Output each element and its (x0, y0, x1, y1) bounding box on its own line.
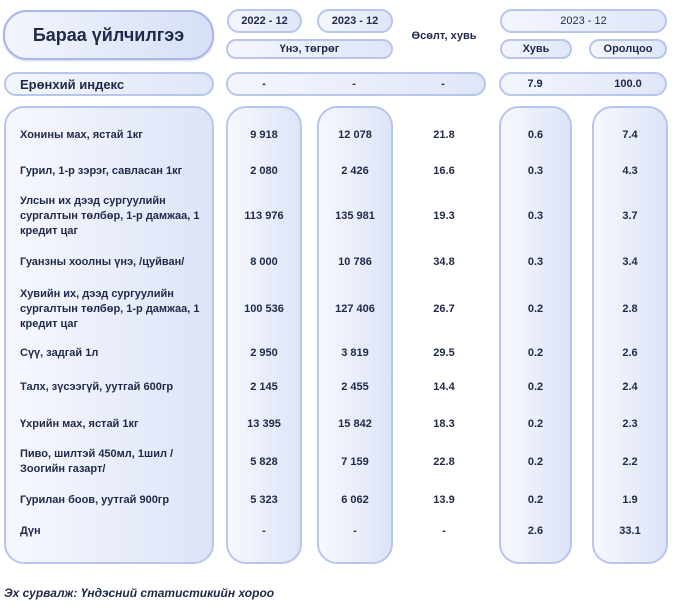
growth: 18.3 (433, 417, 455, 430)
item-name: Хувийн их, дээд сургуулийн сургалтын төлбөр, 1-р дамжаа, 1 кредит цаг (20, 287, 200, 330)
price-2023: 12 078 (338, 128, 372, 141)
contribution: 3.7 (622, 209, 638, 222)
share: 0.3 (527, 164, 544, 177)
share: 0.2 (527, 380, 544, 393)
price-2022: 113 976 (244, 209, 284, 222)
header-share: Хувь (500, 39, 572, 59)
source-note: Эх сурвалж: Үндэсний статистикийн хороо (4, 586, 275, 600)
header-2023-12-share: 2023 - 12 (500, 9, 667, 33)
price-2022: 2 950 (250, 346, 278, 359)
price-2023: 2 455 (341, 380, 369, 393)
growth: - (442, 524, 446, 537)
share: 2.6 (527, 524, 544, 537)
share: 0.3 (527, 209, 544, 222)
item-name: Үхрийн мах, ястай 1кг (20, 417, 139, 430)
general-index-2023: - (352, 77, 356, 90)
item-name: Улсын их дээд сургуулийн сургалтын төлбөр, 1-р дамжаа, 1 кредит цаг (20, 194, 200, 237)
price-2023: 3 819 (341, 346, 369, 359)
contribution: 3.4 (622, 255, 638, 268)
general-index-share: 7.9 (527, 77, 543, 90)
contribution: 2.2 (622, 455, 638, 468)
contribution: 2.6 (622, 346, 638, 359)
general-index-label: Ерөнхий индекс (4, 72, 214, 96)
general-index-2022: - (262, 77, 266, 90)
price-2023: 15 842 (338, 417, 372, 430)
contribution: 33.1 (619, 524, 641, 537)
price-2022: 8 000 (250, 255, 278, 268)
item-name: Гурилан боов, уутгай 900гр (20, 493, 170, 506)
share: 0.3 (527, 255, 544, 268)
item-name: Дүн (20, 524, 41, 537)
growth: 19.3 (433, 209, 455, 222)
general-index-growth: - (441, 77, 445, 90)
item-name: Гуанзны хоолны үнэ, /цуйван/ (20, 255, 185, 268)
header-2023-12: 2023 - 12 (317, 9, 393, 33)
contribution: 2.3 (622, 417, 638, 430)
share: 0.2 (527, 417, 544, 430)
growth: 22.8 (433, 455, 455, 468)
price-2022: 2 145 (250, 380, 278, 393)
growth: 29.5 (433, 346, 455, 359)
share: 0.2 (527, 346, 544, 359)
general-index-contribution: 100.0 (614, 77, 642, 90)
contribution: 2.8 (622, 302, 638, 315)
item-name: Сүү, задгай 1л (20, 346, 99, 359)
item-name: Хонины мах, ястай 1кг (20, 128, 143, 141)
price-2022: 5 323 (250, 493, 278, 506)
share: 0.6 (527, 128, 544, 141)
header-price: Үнэ, төгрөг (226, 39, 393, 59)
price-2023: - (353, 524, 357, 537)
price-2023: 6 062 (341, 493, 369, 506)
price-2023: 7 159 (341, 455, 369, 468)
price-2023: 127 406 (335, 302, 375, 315)
price-2023: 135 981 (335, 209, 375, 222)
header-growth: Өсөлт, хувь (411, 30, 477, 42)
item-name: Гурил, 1-р зэрэг, савласан 1кг (20, 164, 183, 177)
table-title: Бараа үйлчилгээ (3, 10, 214, 60)
price-2023: 10 786 (338, 255, 372, 268)
header-contribution: Оролцоо (589, 39, 667, 59)
contribution: 1.9 (622, 493, 638, 506)
price-2022: 100 536 (244, 302, 284, 315)
price-2022: 9 918 (250, 128, 278, 141)
growth: 14.4 (433, 380, 455, 393)
share: 0.2 (527, 493, 544, 506)
contribution: 4.3 (622, 164, 638, 177)
contribution: 7.4 (622, 128, 638, 141)
item-name: Пиво, шилтэй 450мл, 1шил / Зоогийн газарт/ (20, 448, 174, 475)
price-2023: 2 426 (341, 164, 369, 177)
contribution: 2.4 (622, 380, 638, 393)
share: 0.2 (527, 302, 544, 315)
price-2022: 13 395 (247, 417, 281, 430)
growth: 16.6 (433, 164, 455, 177)
share: 0.2 (527, 455, 544, 468)
price-2022: 5 828 (250, 455, 278, 468)
item-name: Талх, зүсээгүй, уутгай 600гр (20, 380, 174, 393)
price-2022: - (262, 524, 266, 537)
price-2022: 2 080 (250, 164, 278, 177)
growth: 21.8 (433, 128, 455, 141)
growth: 34.8 (433, 255, 455, 268)
growth: 26.7 (433, 302, 455, 315)
growth: 13.9 (433, 493, 455, 506)
header-2022-12: 2022 - 12 (227, 9, 302, 33)
